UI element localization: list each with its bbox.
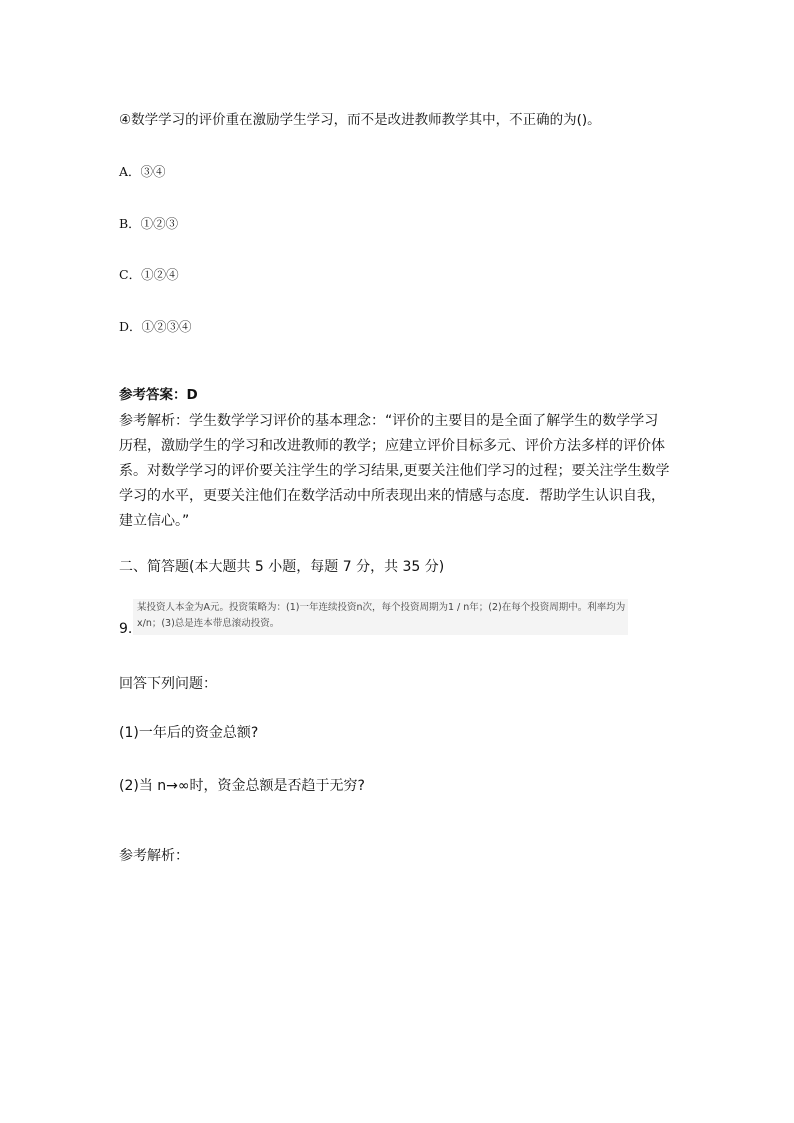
analysis-label: 参考解析： — [119, 848, 189, 864]
question-9-image — [133, 599, 628, 635]
section-title: 二、简答题(本大题共 5 小题，每题 7 分，共 35 分) — [119, 559, 445, 575]
sub-question-1: (1)一年后的资金总额? — [119, 725, 259, 741]
question-9-number: 9. — [119, 621, 133, 637]
reference-analysis — [119, 409, 679, 534]
option-d: D．①②③④ — [119, 319, 192, 334]
answer-prompt: 回答下列问题： — [119, 676, 217, 692]
question-9-image-line: 某投资人本金为A元。投资策略为：(1)一年连续投资n次，每个投资周期为1 / n年；(2)在每个投资周期中。利率均为 — [137, 602, 626, 613]
option-a: A．③④ — [119, 164, 166, 179]
analysis-line: 系。对数学学习的评价要关注学生的学习结果,更要关注他们学习的过程；要关注学生数学 — [119, 463, 670, 479]
reference-answer: 参考答案：D — [119, 387, 198, 403]
question-stem: ④数学学习的评价重在激励学生学习，而不是改进教师教学其中，不正确的为()。 — [119, 112, 601, 128]
question-9-image-line: x/n；(3)总是连本带息滚动投资。 — [137, 618, 280, 629]
option-b: B．①②③ — [119, 216, 179, 231]
analysis-line: 参考解析：学生数学学习评价的基本理念：“评价的主要目的是全面了解学生的数学学习 — [119, 413, 659, 429]
analysis-line: 历程，激励学生的学习和改进教师的教学；应建立评价目标多元、评价方法多样的评价体 — [119, 438, 665, 454]
option-c: C．①②④ — [119, 267, 179, 282]
sub-question-2: (2)当 n→∞时，资金总额是否趋于无穷? — [119, 778, 365, 794]
analysis-line: 学习的水平，更要关注他们在数学活动中所表现出来的情感与态度．帮助学生认识自我， — [119, 488, 665, 504]
analysis-line: 建立信心。” — [119, 513, 190, 529]
